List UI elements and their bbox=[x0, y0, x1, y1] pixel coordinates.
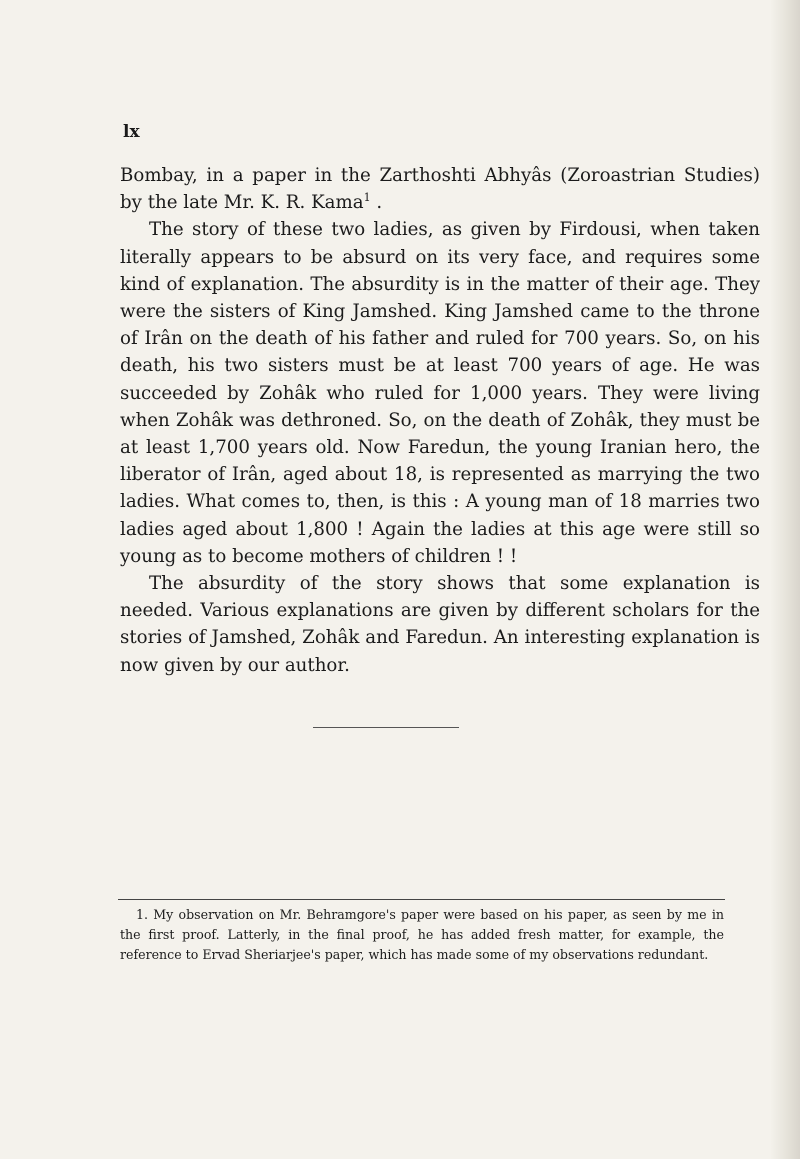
section-divider bbox=[313, 727, 459, 728]
page-number: lx bbox=[123, 122, 140, 142]
body-text bbox=[120, 162, 760, 679]
paragraph-1-text: Bombay, in a paper in the Zarthoshti Abhyâs (Zoroastrian Studies) by the late Mr. K. R. Kama bbox=[120, 165, 760, 214]
footnote-reference[interactable]: 1 bbox=[363, 191, 371, 205]
paragraph-1 bbox=[120, 162, 760, 216]
paragraph-3: The absurdity of the story shows that some explanation is needed. Various explanations are given by different scholars for the stories of Jamshed, Zohâk and Faredun. An interesting explanation is now given by our author. bbox=[120, 573, 760, 676]
paragraph-1-tail: . bbox=[370, 192, 383, 214]
footnote-text: 1. My observation on Mr. Behramgore's paper were based on his paper, as seen by me in the first proof. Latterly, in the final proof, he has added fresh matter, for example, the reference to Ervad Sheriarjee's paper, which has made some of my observations redundant. bbox=[120, 907, 724, 962]
footnote-rule bbox=[118, 899, 725, 900]
paragraph-2: The story of these two ladies, as given by Firdousi, when taken literally appears to be absurd on its very face, and requires some kind of explanation. The absurdity is in the matter of their age. They were the sisters of King Jamshed. King Jamshed came to the throne of Irân on the death of his father and ruled for 700 years. So, on his death, his two sisters must be at least 700 years of age. He was succeeded by Zohâk who ruled for 1,000 years. They were living when Zohâk was dethroned. So, on the death of Zohâk, they must be at least 1,700 years old. Now Faredun, the young Iranian hero, the liberator of Irân, aged about 18, is represented as marrying the two ladies. What comes to, then, is this : A young man of 18 marries two ladies aged about 1,800 ! Again the ladies at this age were still so young as to become mothers of children ! ! bbox=[120, 219, 760, 567]
footnote bbox=[120, 905, 724, 965]
